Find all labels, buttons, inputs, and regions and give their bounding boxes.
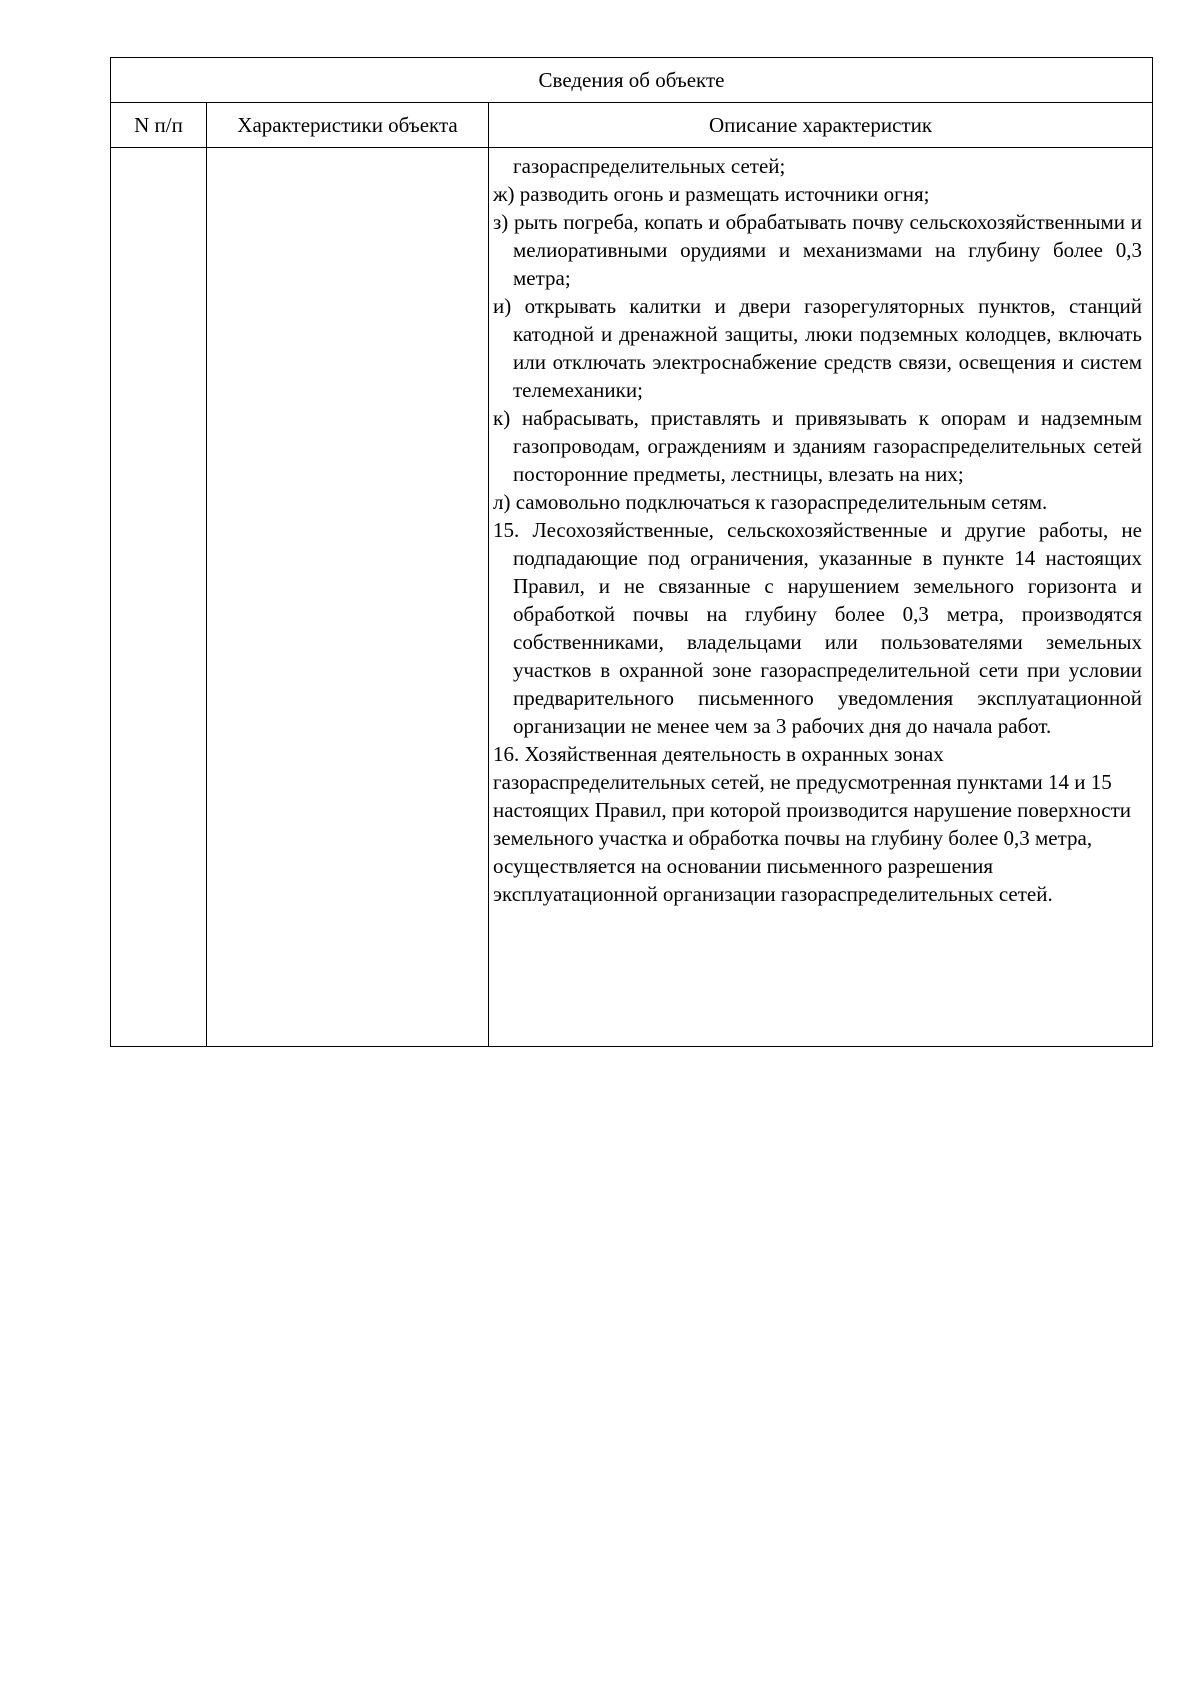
description-paragraph: з) рыть погреба, копать и обрабатывать почву сельскохозяйственными и мелиоративными орудиями и механизмами на глубину более 0,3 метра; (493, 210, 1142, 290)
description-paragraph: 15. Лесохозяйственные, сельскохозяйственные и другие работы, не подпадающие под ограничения, указанные в пункте 14 настоящих Правил, и не связанные с нарушением земельного горизонта и обработкой почвы на глубину более 0,3 метра, производятся собственниками, владельцами или пользователями земельных участков в охранной зоне газораспределительной сети при условии предварительного письменного уведомления эксплуатационной организации не менее чем за 3 рабочих дня до начала работ. (493, 518, 1142, 738)
description-paragraph: газораспределительных сетей; (513, 154, 786, 178)
header-characteristics: Характеристики объекта (207, 103, 489, 148)
header-number: N п/п (111, 103, 207, 148)
description-paragraph: л) самовольно подключаться к газораспределительным сетям. (493, 490, 1048, 514)
cell-characteristic (207, 148, 489, 1047)
header-description: Описание характеристик (489, 103, 1153, 148)
cell-description (489, 148, 1153, 1047)
cell-number (111, 148, 207, 1047)
table-row (111, 148, 1153, 1047)
table-title: Сведения об объекте (111, 58, 1153, 103)
description-paragraph: ж) разводить огонь и размещать источники огня; (493, 182, 930, 206)
description-paragraph: 16. Хозяйственная деятельность в охранных зонах газораспределительных сетей, не предусмотренная пунктами 14 и 15 настоящих Правил, при которой производится нарушение поверхности земельного участка и обработка почвы на глубину более 0,3 метра, осуществляется на основании письменного разрешения эксплуатационной организации газораспределительных сетей. (493, 742, 1131, 906)
description-paragraph: к) набрасывать, приставлять и привязывать к опорам и надземным газопроводам, ограждениям и зданиям газораспределительных сетей посторонние предметы, лестницы, влезать на них; (493, 406, 1142, 486)
description-paragraph: и) открывать калитки и двери газорегуляторных пунктов, станций катодной и дренажной защиты, люки подземных колодцев, включать или отключать электроснабжение средств связи, освещения и систем телемеханики; (493, 294, 1142, 402)
object-info-table (110, 57, 1153, 1047)
